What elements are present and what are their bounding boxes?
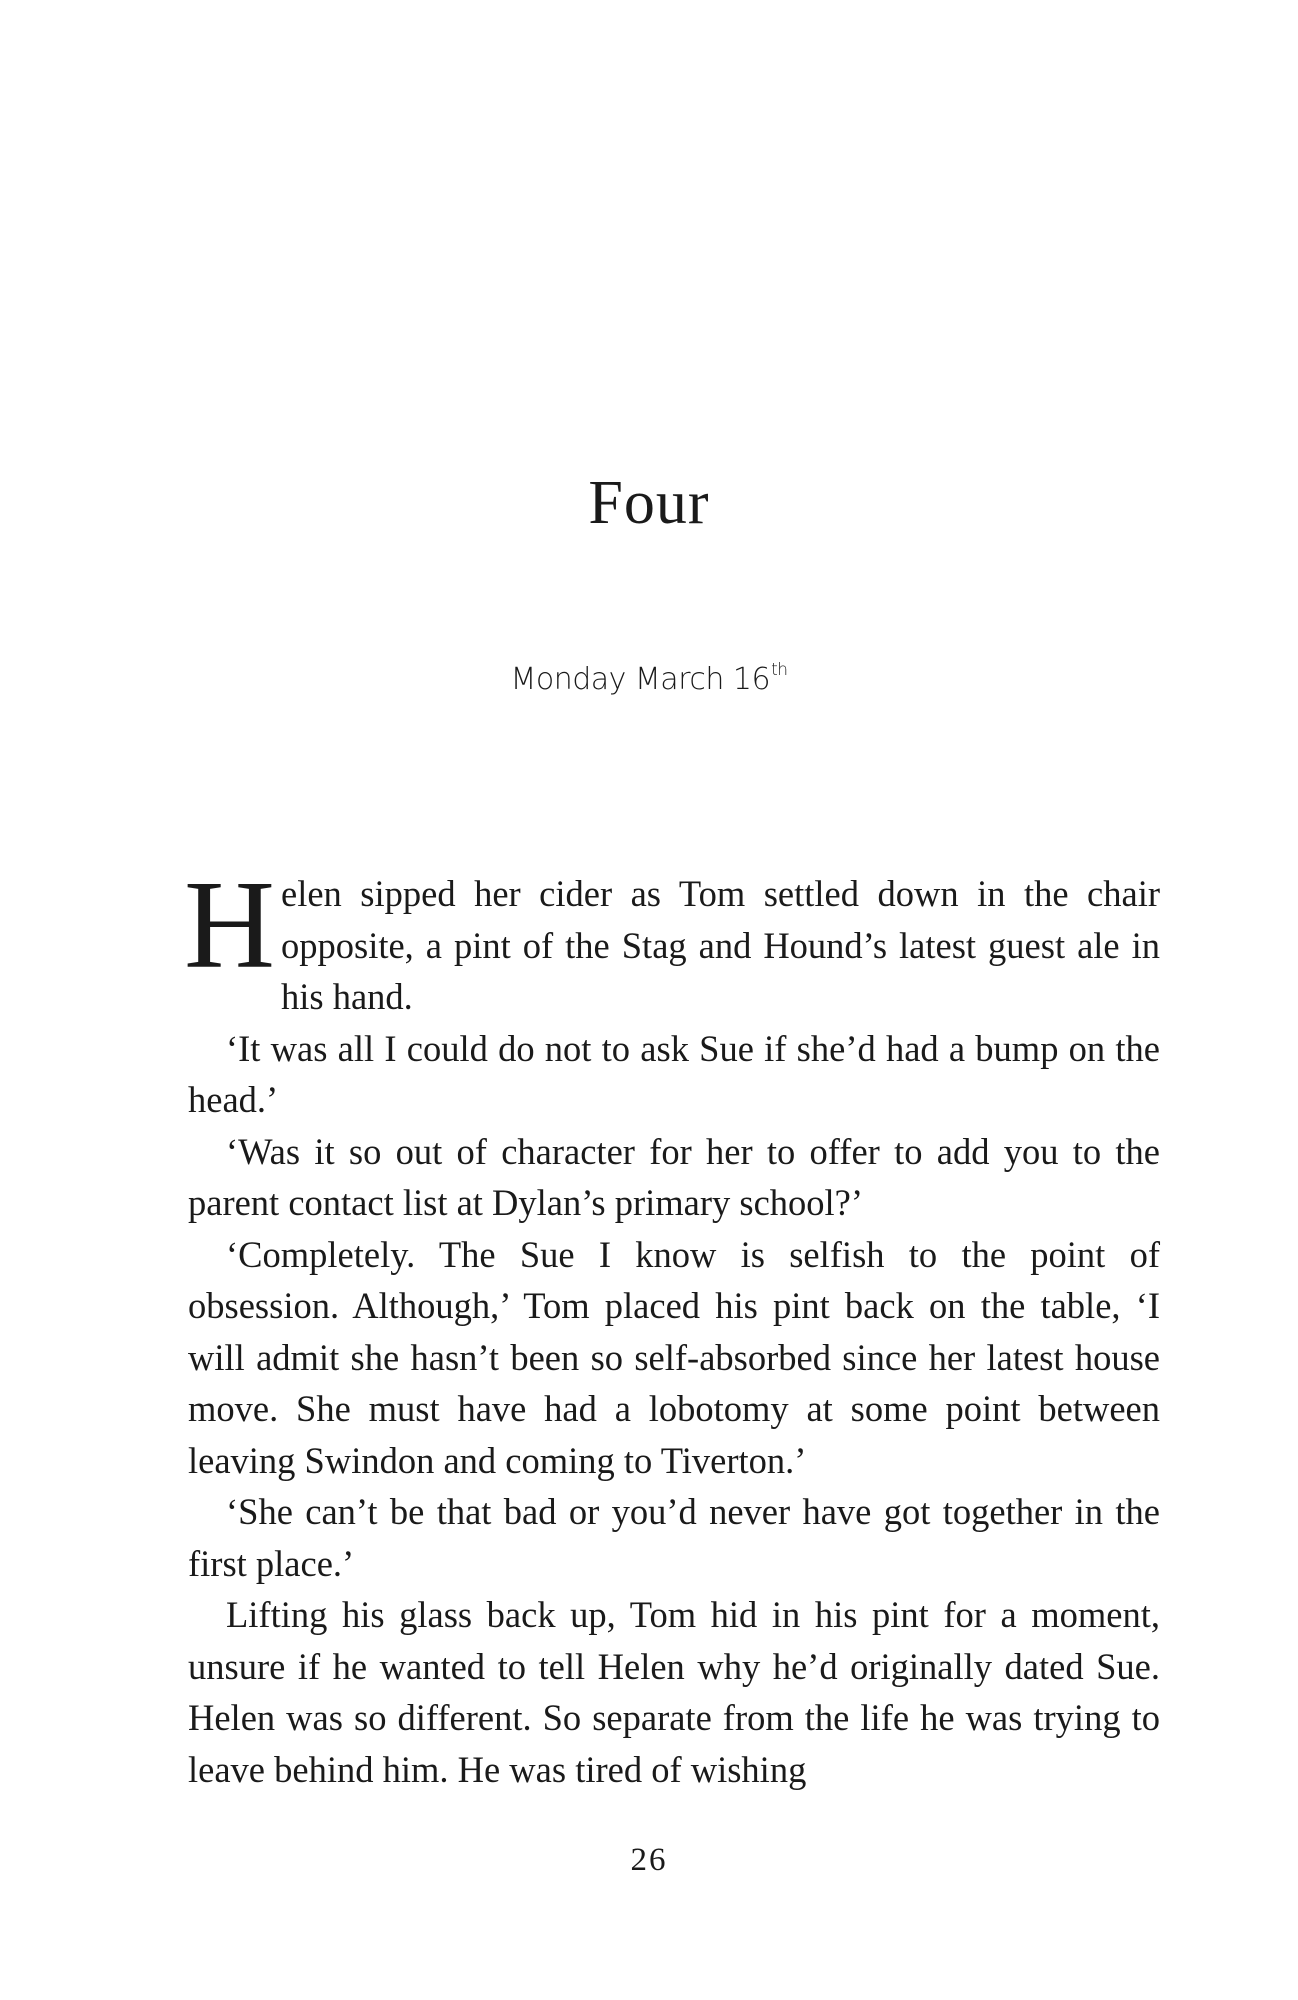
page-number: 26 [630, 1842, 668, 1878]
drop-cap: H [184, 856, 275, 995]
paragraph: ‘Was it so out of character for her to offer to add you to the parent contact list at Dylan’s primary school?’ [188, 1130, 1160, 1223]
chapter-date-text: Monday March 16 [510, 662, 771, 697]
paragraph-opening-text: elen sipped her cider as Tom settled down in the chair opposite, a pint of the Stag and Hound’s latest guest ale in his hand. [281, 873, 1160, 1017]
paragraph: ‘She can’t be that bad or you’d never have got together in the first place.’ [188, 1491, 1160, 1584]
paragraph-opening [184, 856, 1160, 1023]
paragraph: ‘It was all I could do not to ask Sue if she’d had a bump on the head.’ [188, 1027, 1160, 1120]
chapter-date [0, 660, 1298, 697]
chapter-date-suffix: th [771, 660, 788, 680]
chapter-title: Four [588, 469, 710, 537]
paragraph: ‘Completely. The Sue I know is selfish to the point of obsession. Although,’ Tom placed his pint back on the table, ‘I will admit she hasn’t been so self-absorbed since her latest house move. She must have had a lobotomy at some point between leaving Swindon and coming to Tiverton.’ [188, 1233, 1160, 1481]
body-text [184, 856, 1160, 1795]
paragraph: Lifting his glass back up, Tom hid in his pint for a moment, unsure if he wanted to tell Helen why he’d originally dated Sue. Helen was so different. So separate from the life he was trying to leave behind him. He was tired of wishing [188, 1594, 1160, 1790]
